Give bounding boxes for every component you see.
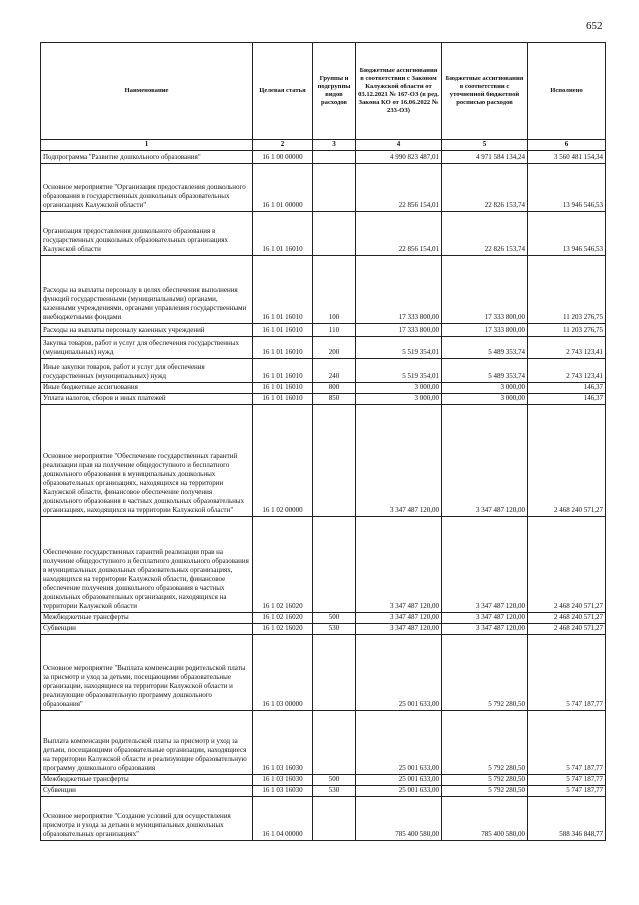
header-row [41,43,606,140]
row-group-code [313,151,356,164]
row-name: Расходы на выплаты персоналу в целях обеспечения выполнения функций государственными (муниципальными) органами, казенными учреждениями, органами управления государственными внебюджетными фондами [41,256,253,324]
row-exec-amount: 146,37 [528,394,606,405]
row-exec-amount: 5 747 187,77 [528,775,606,786]
row-target-code: 16 1 01 16010 [253,212,313,256]
row-name: Уплата налогов, сборов и иных платежей [41,394,253,405]
row-exec-amount: 588 346 848,77 [528,797,606,841]
row-exec-amount: 5 747 187,77 [528,635,606,711]
row-law-amount: 25 001 633,00 [356,711,442,775]
row-target-code: 16 1 01 16010 [253,337,313,359]
row-list-amount: 3 000,00 [442,383,528,394]
table-row [41,383,606,394]
header-list: Бюджетные ассигнования в соответствии с уточненной бюджетной росписью расходов [442,43,528,140]
row-target-code: 16 1 01 00000 [253,164,313,212]
table-row [41,797,606,841]
table-row [41,324,606,337]
row-name: Межбюджетные трансферты [41,613,253,624]
row-law-amount: 5 519 354,01 [356,359,442,383]
row-name: Иные бюджетные ассигнования [41,383,253,394]
table-row [41,164,606,212]
row-target-code: 16 1 02 16020 [253,613,313,624]
header-group: Группы и подгруппы видов расходов [313,43,356,140]
row-list-amount: 3 347 487 120,00 [442,517,528,613]
col-number: 1 [41,140,253,151]
header-target: Целевая статья [253,43,313,140]
row-law-amount: 4 990 823 487,01 [356,151,442,164]
table-row [41,775,606,786]
row-exec-amount: 5 747 187,77 [528,711,606,775]
header-law: Бюджетные ассигнования в соответствии с Законом Калужской области от 03.12.2021 № 167-ОЗ (в ред. Закона КО от 16.06.2022 № 233-ОЗ) [356,43,442,140]
row-target-code: 16 1 01 16010 [253,256,313,324]
row-list-amount: 5 792 280,50 [442,775,528,786]
row-target-code: 16 1 03 16030 [253,786,313,797]
row-target-code: 16 1 04 00000 [253,797,313,841]
row-list-amount: 5 792 280,50 [442,786,528,797]
row-exec-amount: 2 468 240 571,27 [528,517,606,613]
col-number: 2 [253,140,313,151]
row-exec-amount: 2 743 123,41 [528,359,606,383]
row-exec-amount: 3 560 481 154,34 [528,151,606,164]
row-law-amount: 17 333 800,00 [356,256,442,324]
header-name: Наименование [41,43,253,140]
row-list-amount: 17 333 800,00 [442,256,528,324]
table-row [41,635,606,711]
row-law-amount: 3 347 487 120,00 [356,517,442,613]
table-row [41,151,606,164]
table-row [41,786,606,797]
row-exec-amount: 146,37 [528,383,606,394]
row-group-code [313,164,356,212]
row-name: Основное мероприятие "Выплата компенсации родительской платы за присмотр и уход за детьми, посещающими образовательные организации, находящиеся на территории Калужской области и реализующие образовательную программу дошкольного образования" [41,635,253,711]
row-group-code [313,797,356,841]
table-row [41,394,606,405]
row-law-amount: 785 400 580,00 [356,797,442,841]
row-target-code: 16 1 02 00000 [253,405,313,517]
row-name: Основное мероприятие "Создание условий для осуществления присмотра и ухода за детьми в муниципальных дошкольных образовательных организациях" [41,797,253,841]
row-name: Субвенции [41,624,253,635]
row-list-amount: 5 489 353,74 [442,337,528,359]
row-name: Основное мероприятие "Обеспечение государственных гарантий реализации прав на получение общедоступного и бесплатного дошкольного образования в муниципальных дошкольных образовательных организациях, находящихся на территории Калужской области, финансовое обеспечение получения дошкольного образования в частных дошкольных образовательных организациях, находящихся на территории Калужской области" [41,405,253,517]
row-law-amount: 3 347 487 120,00 [356,613,442,624]
table-row [41,337,606,359]
table-row [41,624,606,635]
row-target-code: 16 1 00 00000 [253,151,313,164]
row-target-code: 16 1 01 16010 [253,324,313,337]
row-name: Иные закупки товаров, работ и услуг для обеспечения государственных (муниципальных) нужд [41,359,253,383]
row-group-code [313,212,356,256]
row-law-amount: 3 000,00 [356,383,442,394]
row-list-amount: 22 826 153,74 [442,164,528,212]
row-group-code [313,517,356,613]
row-group-code: 100 [313,256,356,324]
col-number: 5 [442,140,528,151]
row-law-amount: 17 333 800,00 [356,324,442,337]
table-row [41,212,606,256]
row-exec-amount: 11 203 276,75 [528,256,606,324]
row-exec-amount: 5 747 187,77 [528,786,606,797]
row-exec-amount: 2 468 240 571,27 [528,624,606,635]
table-body [41,151,606,841]
row-target-code: 16 1 02 16020 [253,624,313,635]
row-group-code: 110 [313,324,356,337]
row-list-amount: 5 792 280,50 [442,711,528,775]
row-list-amount: 4 971 584 134,24 [442,151,528,164]
budget-table [40,42,606,841]
row-exec-amount: 13 946 546,53 [528,164,606,212]
row-list-amount: 5 489 353,74 [442,359,528,383]
row-law-amount: 3 347 487 120,00 [356,405,442,517]
table-row [41,256,606,324]
row-list-amount: 785 400 580,00 [442,797,528,841]
row-group-code: 500 [313,775,356,786]
row-law-amount: 3 347 487 120,00 [356,624,442,635]
row-law-amount: 22 856 154,01 [356,212,442,256]
row-exec-amount: 2 743 123,41 [528,337,606,359]
row-exec-amount: 2 468 240 571,27 [528,613,606,624]
row-group-code [313,635,356,711]
row-target-code: 16 1 03 16030 [253,711,313,775]
row-group-code: 500 [313,613,356,624]
row-list-amount: 3 347 487 120,00 [442,613,528,624]
row-list-amount: 3 347 487 120,00 [442,405,528,517]
row-name: Подпрограмма "Развитие дошкольного образования" [41,151,253,164]
row-name: Закупка товаров, работ и услуг для обеспечения государственных (муниципальных) нужд [41,337,253,359]
column-number-row [41,140,606,151]
row-law-amount: 22 856 154,01 [356,164,442,212]
row-target-code: 16 1 03 00000 [253,635,313,711]
row-group-code: 800 [313,383,356,394]
table-row [41,711,606,775]
row-law-amount: 25 001 633,00 [356,635,442,711]
row-name: Основное мероприятие "Организация предоставления дошкольного образования в государственных дошкольных образовательных организациях Калужской области" [41,164,253,212]
row-name: Обеспечение государственных гарантий реализации прав на получение общедоступного и бесплатного дошкольного образования в муниципальных дошкольных образовательных организациях, находящихся на территории Калужской области, финансовое обеспечение получения дошкольного образования в частных дошкольных образовательных организациях, находящихся на территории Калужской области [41,517,253,613]
row-law-amount: 5 519 354,01 [356,337,442,359]
row-law-amount: 25 001 633,00 [356,775,442,786]
row-list-amount: 17 333 800,00 [442,324,528,337]
row-group-code: 200 [313,337,356,359]
table-row [41,517,606,613]
table-row [41,359,606,383]
row-group-code: 530 [313,624,356,635]
table-row [41,405,606,517]
row-target-code: 16 1 01 16010 [253,394,313,405]
row-group-code [313,405,356,517]
row-name: Расходы на выплаты персоналу казенных учреждений [41,324,253,337]
row-list-amount: 5 792 280,50 [442,635,528,711]
page-number: 652 [586,20,603,32]
row-group-code [313,711,356,775]
row-exec-amount: 11 203 276,75 [528,324,606,337]
col-number: 4 [356,140,442,151]
row-exec-amount: 2 468 240 571,27 [528,405,606,517]
col-number: 6 [528,140,606,151]
row-name: Выплата компенсации родительской платы за присмотр и уход за детьми, посещающими образовательные организации, находящиеся на территории Калужской области и реализующие образовательную программу дошкольного образования [41,711,253,775]
header-exec: Исполнено [528,43,606,140]
row-list-amount: 3 000,00 [442,394,528,405]
row-target-code: 16 1 01 16010 [253,359,313,383]
row-law-amount: 25 001 633,00 [356,786,442,797]
row-group-code: 850 [313,394,356,405]
row-exec-amount: 13 946 546,53 [528,212,606,256]
row-list-amount: 3 347 487 120,00 [442,624,528,635]
row-target-code: 16 1 01 16010 [253,383,313,394]
row-name: Субвенции [41,786,253,797]
row-target-code: 16 1 02 16020 [253,517,313,613]
row-group-code: 240 [313,359,356,383]
col-number: 3 [313,140,356,151]
row-law-amount: 3 000,00 [356,394,442,405]
table-row [41,613,606,624]
row-name: Организация предоставления дошкольного образования в государственных дошкольных образовательных организациях Калужской области [41,212,253,256]
row-list-amount: 22 826 153,74 [442,212,528,256]
row-name: Межбюджетные трансферты [41,775,253,786]
row-target-code: 16 1 03 16030 [253,775,313,786]
row-group-code: 530 [313,786,356,797]
